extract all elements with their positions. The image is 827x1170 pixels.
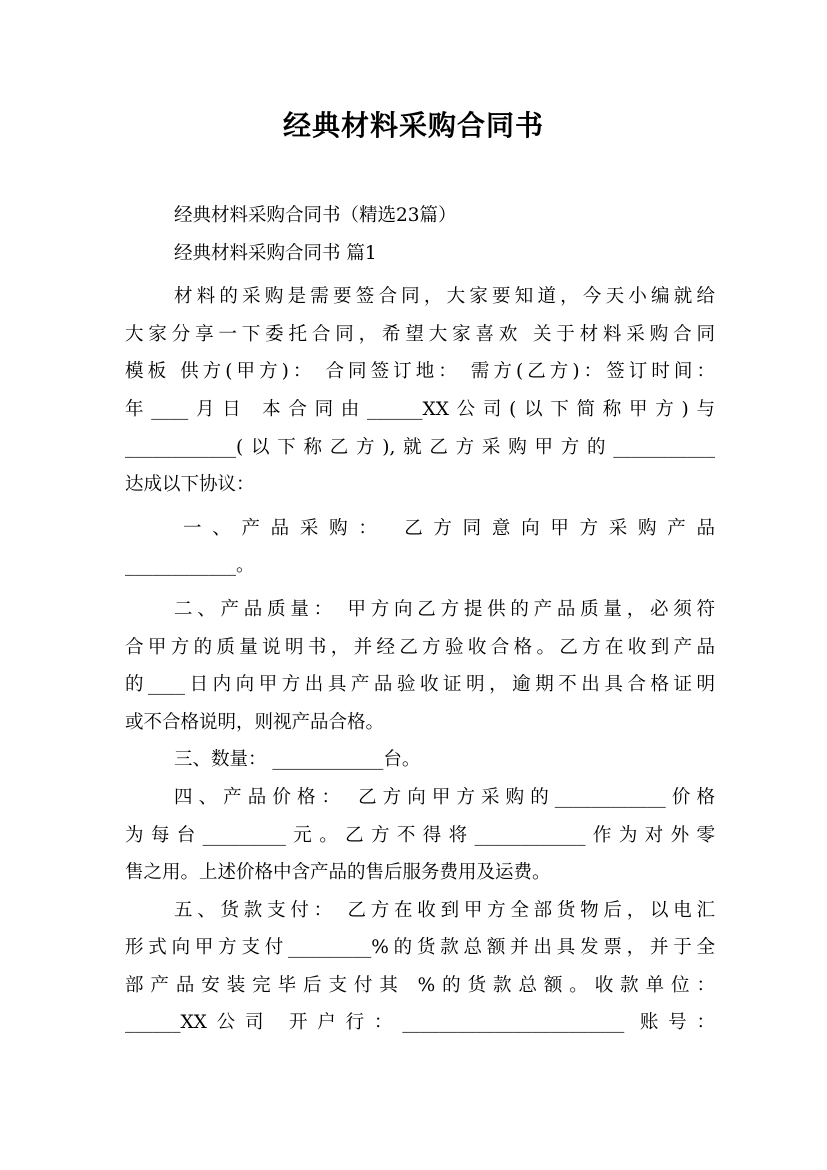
paragraph-line: 达成以下协议：: [125, 474, 255, 496]
paragraph-line: ____________(以下称乙方),就乙方采购甲方的___________: [125, 436, 715, 458]
paragraph-line: 经典材料采购合同书 篇1: [174, 242, 377, 264]
paragraph-line: ______XX公司 开户行：________________________ 账号：: [125, 1012, 715, 1034]
paragraph-line: ____________。: [125, 555, 255, 577]
paragraph-line: 经典材料采购合同书（精选23篇）: [174, 205, 457, 226]
paragraph-line: 模板 供方(甲方)： 合同签订地： 需方(乙方)：签订时间：: [125, 361, 715, 383]
paragraph-line: 为每台_________元。乙方不得将____________作为对外零: [125, 824, 715, 846]
paragraph-line: 或不合格说明，则视产品合格。: [125, 711, 385, 733]
paragraph-line: 售之用。上述价格中含产品的售后服务费用及运费。: [125, 862, 551, 884]
paragraph-line: 二、产品质量： 甲方向乙方提供的产品质量，必须符: [174, 598, 715, 620]
paragraph-line: 形式向甲方支付_________%的货款总额并出具发票，并于全: [125, 937, 715, 959]
paragraph-line: 合甲方的质量说明书，并经乙方验收合格。乙方在收到产品: [125, 636, 715, 658]
paragraph-line: 一、产品采购： 乙方同意向甲方采购产品: [183, 517, 715, 539]
document-body: [125, 197, 715, 1042]
paragraph-line: 的____日内向甲方出具产品验收证明，逾期不出具合格证明: [125, 674, 715, 696]
paragraph-line: 五、货款支付： 乙方在收到甲方全部货物后，以电汇: [174, 899, 715, 921]
paragraph-line: 材料的采购是需要签合同，大家要知道，今天小编就给: [174, 286, 715, 308]
paragraph-line: 三、数量： ____________台。: [174, 749, 421, 771]
paragraph-line: 部产品安装完毕后支付其 %的货款总额。收款单位：: [125, 974, 715, 996]
paragraph-line: 年____月日 本合同由______XX公司(以下简称甲方)与: [125, 398, 715, 420]
document-title: 经典材料采购合同书: [282, 109, 544, 142]
paragraph-line: 四、产品价格： 乙方向甲方采购的____________价格: [174, 786, 715, 808]
paragraph-line: 大家分享一下委托合同，希望大家喜欢 关于材料采购合同: [125, 323, 715, 345]
